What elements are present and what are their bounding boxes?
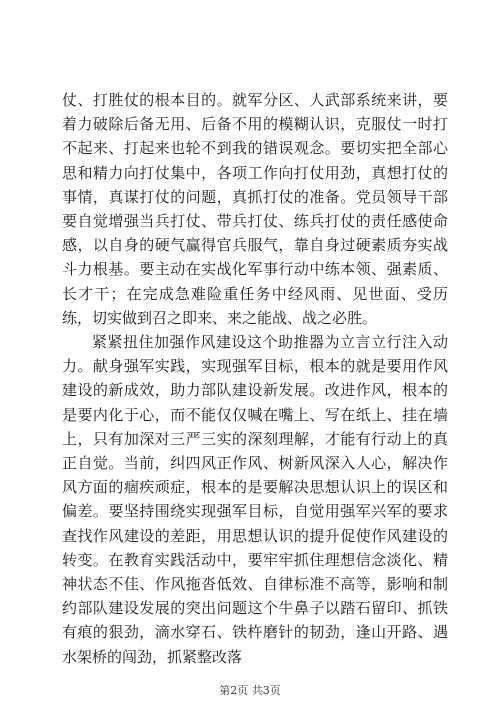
- body-paragraph-1: 仗、打胜仗的根本目的。就军分区、人武部系统来讲，要着力破除后备无用、后备不用的模糊认识，克服仗一时打不起来、打起来也轮不到我的错误观念。要切实把全部心思和精力向打仗集中，各项工作向打仗用劲，真想打仗的事情，真谋打仗的问题，真抓打仗的准备。党员领导干部要自觉增强当兵打仗、带兵打仗、练兵打仗的责任感使命感，以自身的硬气赢得官兵服气，靠自身过硬素质夯实战斗力根基。要主动在实战化军事行动中练本领、强素质、长才干；在完成急难险重任务中经风雨、见世面、受历练，切实做到召之即来、来之能战、战之必胜。: [62, 91, 448, 327]
- page-number-footer: 第2页 共3页: [219, 684, 281, 697]
- body-paragraph-2: 紧紧扭住加强作风建设这个助推器为立言立行注入动力。献身强军实践，实现强军目标，根本的就是要用作风建设的新成效，助力部队建设新发展。改进作风，根本的是要内化于心，而不能仅仅喊在嘴上、写在纸上、挂在墙上，只有加深对三严三实的深刻理解，才能有行动上的真正自觉。当前，纠四风正作风、树新风深入人心，解决作风方面的痼疾顽症，根本的是要解决思想认识上的误区和偏差。要坚持围绕实现强军目标，自觉用强军兴军的要求查找作风建设的差距，用思想认识的提升促使作风建设的转变。在教育实践活动中，要牢牢抓住理想信念淡化、精神状态不佳、作风拖沓低效、自律标准不高等，影响和制约部队建设发展的突出问题这个牛鼻子以踏石留印、抓铁有痕的狠劲，滴水穿石、铁杵磨针的韧劲，逢山开路、遇水架桥的闯劲，抓紧整改落: [62, 333, 448, 666]
- document-body: [62, 88, 448, 669]
